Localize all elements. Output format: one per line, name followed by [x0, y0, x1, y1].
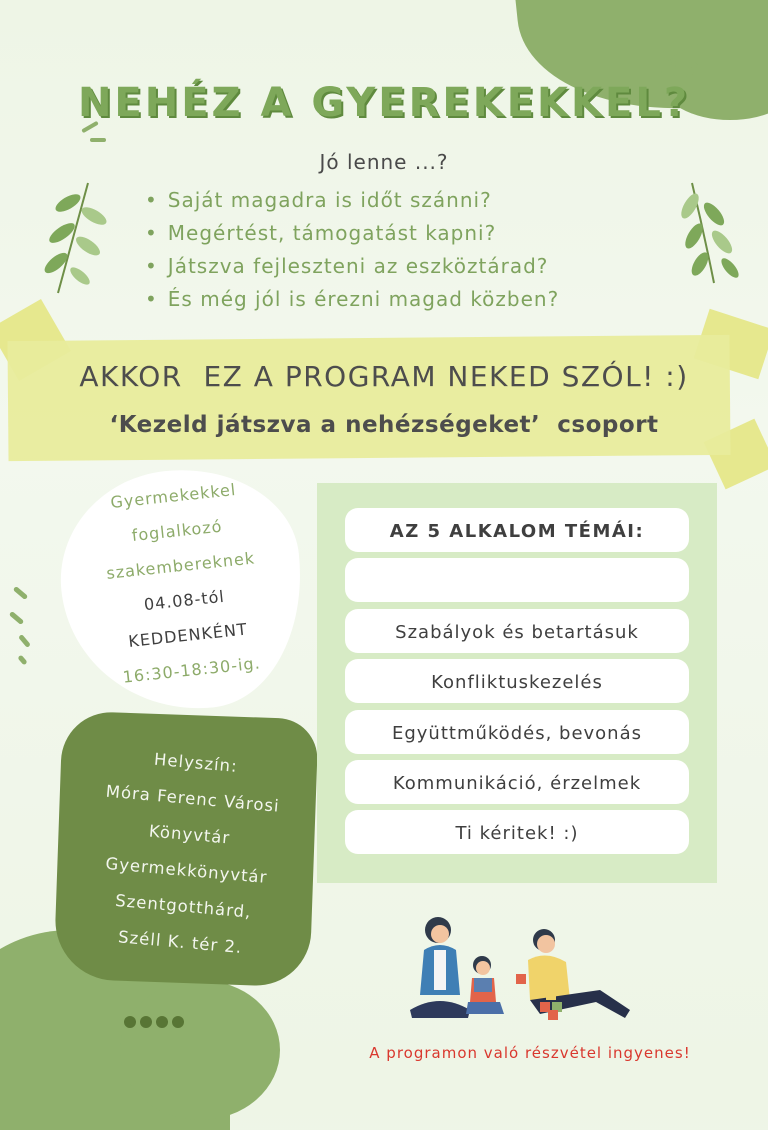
list-item: • Megértést, támogatást kapni? — [145, 217, 559, 250]
weekday: KEDDENKÉNT — [127, 619, 249, 651]
location-line: Szentgotthárd, — [114, 890, 253, 922]
audience-line: Gyermekekkel — [109, 479, 238, 513]
audience-line: foglalkozó — [130, 516, 224, 545]
time-range: 16:30-18:30-ig. — [121, 653, 262, 687]
start-date: 04.08-tól — [143, 586, 226, 615]
topic-item: Ti kéritek! :) — [345, 810, 689, 854]
location-line: Gyermekkönyvtár — [104, 853, 269, 887]
sparkle-dash — [90, 138, 106, 142]
banner-tape — [7, 335, 730, 461]
banner-subtitle: ‘Kezeld játszva a nehézségeket’ csoport — [109, 412, 659, 438]
leaf-branch-icon — [672, 178, 752, 288]
audience-text — [60, 467, 306, 699]
list-item: • És még jól is érezni magad közben? — [145, 283, 559, 316]
location-line: Móra Ferenc Városi — [105, 781, 281, 816]
family-illustration-icon — [400, 910, 640, 1025]
topic-item: Kommunikáció, érzelmek — [345, 760, 689, 804]
topic-item: Szabályok és betartásuk — [345, 609, 689, 653]
topics-heading: AZ 5 ALKALOM TÉMÁI: — [345, 508, 689, 552]
sparkle-dash — [13, 586, 28, 600]
location-label: Helyszín: — [153, 749, 239, 776]
list-item: • Játszva fejleszteni az eszköztárad? — [145, 250, 559, 283]
question-heading: Jó lenne ...? — [319, 150, 449, 174]
leaf-branch-icon — [28, 178, 108, 298]
decorative-blob-bottom-left-2 — [120, 980, 280, 1120]
location-line: Széll K. tér 2. — [117, 927, 243, 958]
footer-note: A programon való részvétel ingyenes! — [369, 1044, 691, 1062]
decorative-dots — [124, 1013, 188, 1032]
question-list — [145, 184, 559, 316]
topic-item: Konfliktuskezelés — [345, 659, 689, 703]
location-text — [59, 735, 317, 971]
sparkle-dash — [17, 655, 27, 666]
topic-item — [345, 558, 689, 602]
topic-item: Együttműködés, bevonás — [345, 710, 689, 754]
list-item: • Saját magadra is időt szánni? — [145, 184, 559, 217]
location-line: Könyvtár — [148, 821, 232, 848]
sparkle-dash — [9, 611, 24, 625]
audience-line: szakembereknek — [105, 548, 256, 583]
banner-headline: AKKOR EZ A PROGRAM NEKED SZÓL! :) — [79, 360, 689, 393]
page-title: NEHÉZ A GYEREKEKKEL? — [77, 80, 691, 126]
sparkle-dash — [18, 634, 31, 648]
